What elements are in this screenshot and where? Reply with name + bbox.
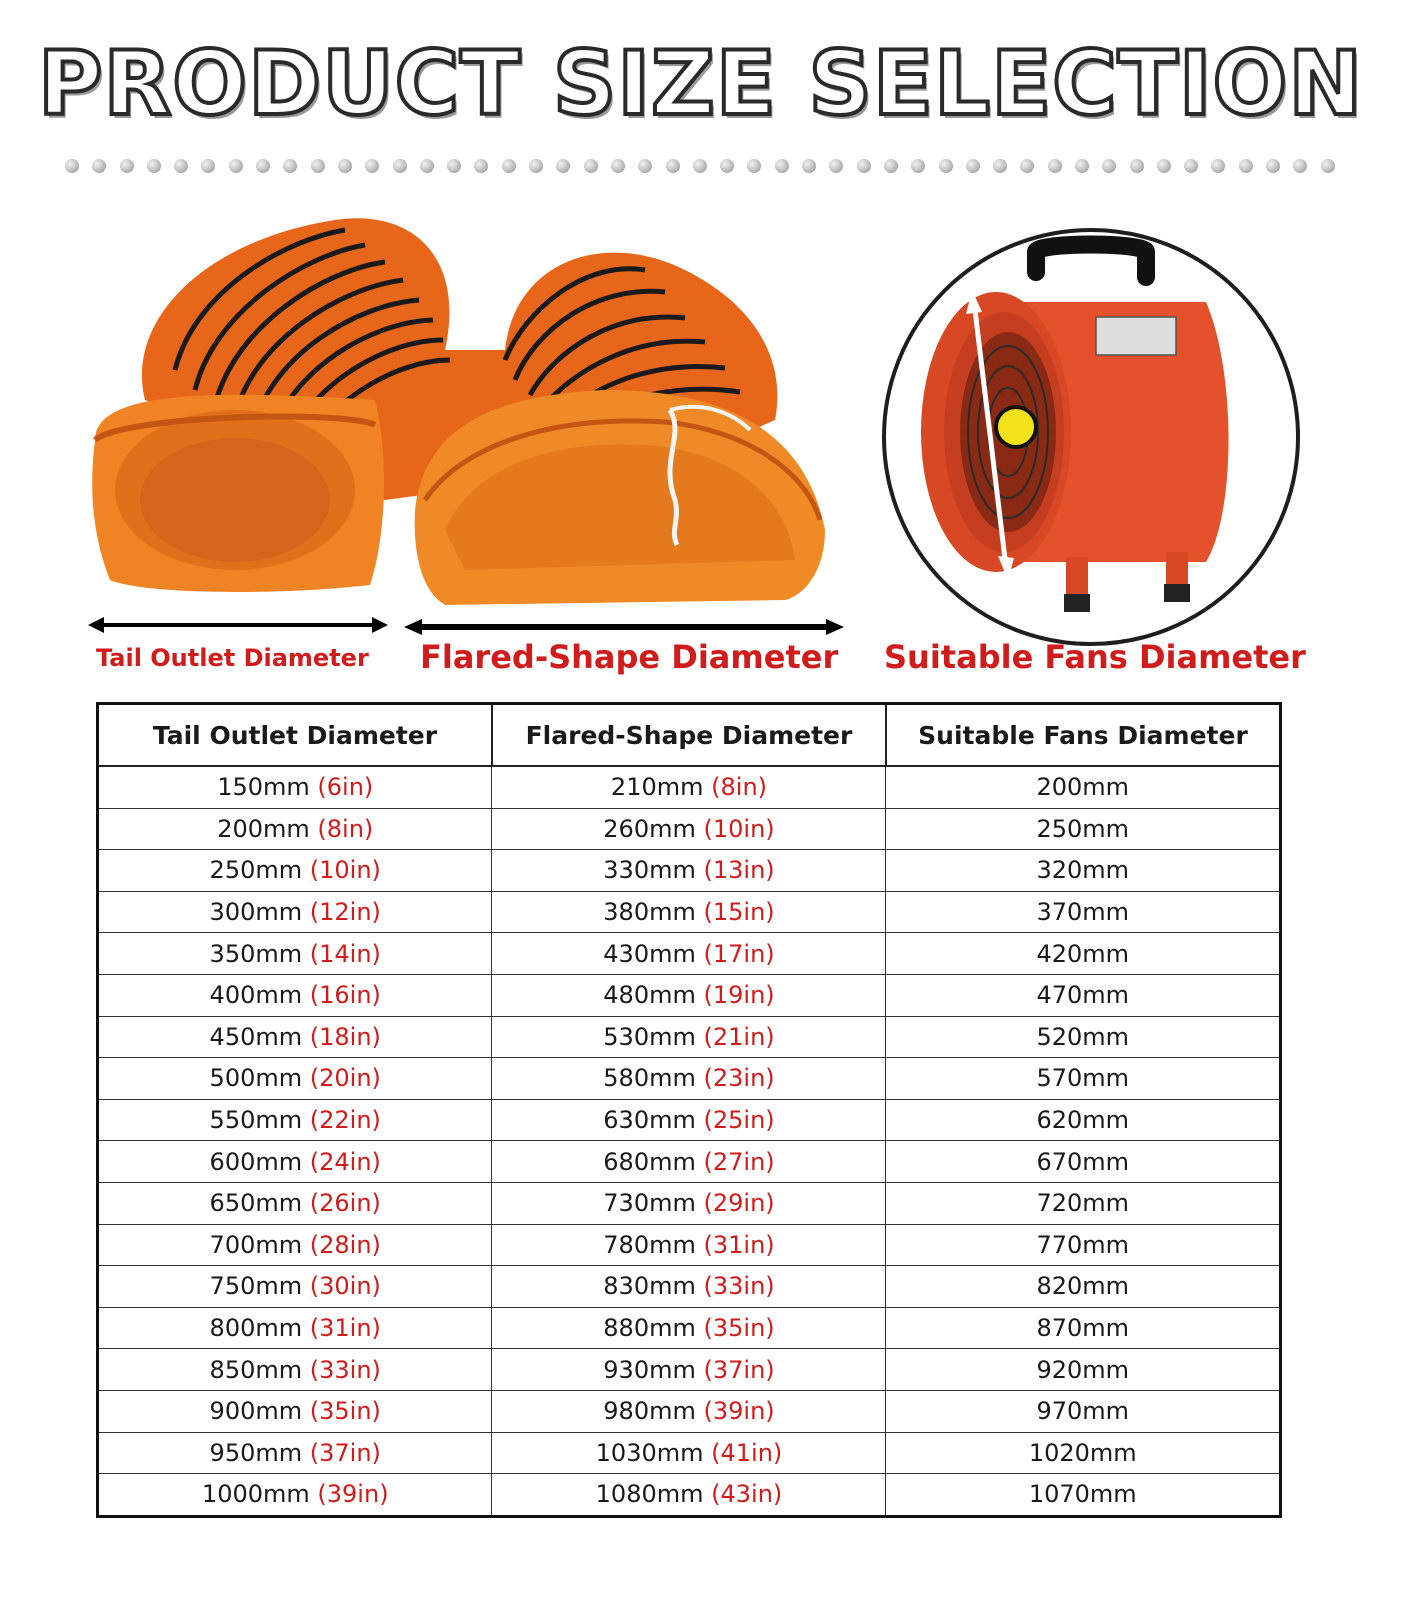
flared-cell bbox=[492, 933, 886, 975]
divider-dot bbox=[829, 159, 843, 173]
divider-dot bbox=[229, 159, 243, 173]
tail-mm: 300mm bbox=[209, 898, 303, 927]
fans-mm: 250mm bbox=[1036, 814, 1130, 843]
divider-dot bbox=[338, 159, 352, 173]
tail-cell bbox=[98, 1307, 492, 1349]
divider-dot bbox=[1184, 159, 1198, 173]
flared-mm: 630mm bbox=[603, 1106, 696, 1135]
table-row bbox=[98, 1016, 1281, 1058]
divider-dot bbox=[720, 159, 734, 173]
divider-dot bbox=[393, 159, 407, 173]
tail-mm: 1000mm bbox=[201, 1480, 310, 1509]
tail-cell bbox=[98, 1141, 492, 1183]
duct-hose-image bbox=[85, 200, 885, 620]
tail-in: (6in) bbox=[317, 773, 374, 802]
fans-cell bbox=[886, 1016, 1281, 1058]
divider-dot bbox=[502, 159, 516, 173]
flared-cell bbox=[492, 1266, 886, 1308]
tail-outlet-label: Tail Outlet Diameter bbox=[96, 644, 369, 672]
tail-in: (33in) bbox=[309, 1355, 381, 1384]
tail-mm: 200mm bbox=[217, 814, 310, 843]
flared-cell bbox=[492, 1432, 886, 1474]
tail-in: (31in) bbox=[309, 1314, 381, 1343]
fans-cell bbox=[886, 891, 1281, 933]
tail-cell bbox=[98, 1099, 492, 1141]
divider-dot bbox=[1293, 159, 1307, 173]
flared-in: (19in) bbox=[703, 981, 775, 1010]
fans-cell bbox=[886, 1266, 1281, 1308]
tail-in: (30in) bbox=[309, 1272, 381, 1301]
divider-dot bbox=[1321, 159, 1335, 173]
divider-dot bbox=[1102, 159, 1116, 173]
tail-in: (39in) bbox=[317, 1480, 389, 1509]
col-header-fans: Suitable Fans Diameter bbox=[886, 704, 1281, 767]
flared-mm: 1030mm bbox=[595, 1438, 704, 1467]
flared-in: (23in) bbox=[703, 1064, 775, 1093]
tail-mm: 750mm bbox=[209, 1272, 303, 1301]
dotted-divider bbox=[65, 158, 1335, 174]
flared-cell bbox=[492, 891, 886, 933]
divider-dot bbox=[775, 159, 789, 173]
flared-cell bbox=[492, 1307, 886, 1349]
fan-image-frame bbox=[882, 228, 1300, 646]
divider-dot bbox=[584, 159, 598, 173]
tail-cell bbox=[98, 1182, 492, 1224]
divider-dot bbox=[1075, 159, 1089, 173]
flared-cell bbox=[492, 1058, 886, 1100]
tail-in: (35in) bbox=[309, 1397, 381, 1426]
fans-cell bbox=[886, 850, 1281, 892]
divider-dot bbox=[120, 159, 134, 173]
tail-mm: 700mm bbox=[209, 1230, 303, 1259]
fans-mm: 1020mm bbox=[1028, 1438, 1137, 1467]
table-row bbox=[98, 1058, 1281, 1100]
col-header-flared: Flared-Shape Diameter bbox=[492, 704, 886, 767]
tail-cell bbox=[98, 933, 492, 975]
tail-cell bbox=[98, 1224, 492, 1266]
fans-mm: 420mm bbox=[1036, 939, 1130, 968]
fans-mm: 670mm bbox=[1036, 1147, 1130, 1176]
size-table bbox=[96, 702, 1282, 1518]
flared-cell bbox=[492, 1099, 886, 1141]
table-row bbox=[98, 1266, 1281, 1308]
divider-dot bbox=[666, 159, 680, 173]
page-title: PRODUCT SIZE SELECTION bbox=[38, 32, 1363, 135]
divider-dot bbox=[747, 159, 761, 173]
divider-dot bbox=[611, 159, 625, 173]
table-row bbox=[98, 974, 1281, 1016]
tail-mm: 900mm bbox=[209, 1397, 303, 1426]
fans-mm: 200mm bbox=[1036, 773, 1130, 802]
tail-diameter-arrow bbox=[88, 617, 388, 633]
suitable-fans-label: Suitable Fans Diameter bbox=[884, 638, 1306, 676]
tail-in: (37in) bbox=[309, 1438, 381, 1467]
divider-dot bbox=[1157, 159, 1171, 173]
table-row bbox=[98, 1349, 1281, 1391]
tail-cell bbox=[98, 1474, 492, 1517]
table-row bbox=[98, 1432, 1281, 1474]
flared-cell bbox=[492, 1016, 886, 1058]
table-row bbox=[98, 933, 1281, 975]
flared-mm: 880mm bbox=[603, 1314, 696, 1343]
divider-dot bbox=[1266, 159, 1280, 173]
fans-cell bbox=[886, 1432, 1281, 1474]
flared-cell bbox=[492, 766, 886, 808]
flared-in: (29in) bbox=[703, 1189, 775, 1218]
flared-in: (37in) bbox=[703, 1355, 775, 1384]
flared-in: (33in) bbox=[703, 1272, 775, 1301]
fan-image bbox=[886, 232, 1296, 642]
divider-dot bbox=[693, 159, 707, 173]
flared-in: (27in) bbox=[703, 1147, 775, 1176]
col-header-tail: Tail Outlet Diameter bbox=[98, 704, 492, 767]
fans-cell bbox=[886, 808, 1281, 850]
flared-in: (39in) bbox=[703, 1397, 775, 1426]
table-row bbox=[98, 891, 1281, 933]
flared-in: (43in) bbox=[711, 1480, 783, 1509]
table-row bbox=[98, 808, 1281, 850]
flared-mm: 1080mm bbox=[595, 1480, 704, 1509]
flared-in: (17in) bbox=[703, 939, 775, 968]
fans-mm: 520mm bbox=[1036, 1022, 1130, 1051]
flared-cell bbox=[492, 1224, 886, 1266]
flared-in: (8in) bbox=[711, 773, 768, 802]
fans-cell bbox=[886, 1058, 1281, 1100]
table-row bbox=[98, 1099, 1281, 1141]
divider-dot bbox=[529, 159, 543, 173]
table-row bbox=[98, 1141, 1281, 1183]
table-row bbox=[98, 1224, 1281, 1266]
tail-in: (16in) bbox=[309, 981, 381, 1010]
fans-cell bbox=[886, 766, 1281, 808]
flared-mm: 580mm bbox=[603, 1064, 696, 1093]
tail-mm: 800mm bbox=[209, 1314, 303, 1343]
tail-in: (26in) bbox=[309, 1189, 381, 1218]
flared-mm: 530mm bbox=[603, 1022, 696, 1051]
divider-dot bbox=[365, 159, 379, 173]
fans-mm: 770mm bbox=[1036, 1230, 1130, 1259]
tail-mm: 150mm bbox=[217, 773, 310, 802]
fans-mm: 620mm bbox=[1036, 1106, 1130, 1135]
tail-cell bbox=[98, 1432, 492, 1474]
divider-dot bbox=[1130, 159, 1144, 173]
tail-cell bbox=[98, 766, 492, 808]
fans-mm: 920mm bbox=[1036, 1355, 1130, 1384]
flared-in: (13in) bbox=[703, 856, 775, 885]
fans-mm: 870mm bbox=[1036, 1314, 1130, 1343]
divider-dot bbox=[65, 159, 79, 173]
fans-cell bbox=[886, 1307, 1281, 1349]
fans-cell bbox=[886, 933, 1281, 975]
tail-in: (28in) bbox=[309, 1230, 381, 1259]
flared-mm: 380mm bbox=[603, 898, 696, 927]
tail-cell bbox=[98, 1266, 492, 1308]
fans-mm: 470mm bbox=[1036, 981, 1130, 1010]
flared-cell bbox=[492, 1141, 886, 1183]
table-body bbox=[98, 766, 1281, 1516]
tail-mm: 950mm bbox=[209, 1438, 303, 1467]
table-row bbox=[98, 1182, 1281, 1224]
flared-cell bbox=[492, 808, 886, 850]
flared-cell bbox=[492, 1182, 886, 1224]
flared-mm: 210mm bbox=[610, 773, 704, 802]
flared-in: (35in) bbox=[703, 1314, 775, 1343]
tail-in: (12in) bbox=[309, 898, 381, 927]
tail-in: (14in) bbox=[309, 939, 381, 968]
tail-cell bbox=[98, 891, 492, 933]
divider-dot bbox=[966, 159, 980, 173]
flared-in: (31in) bbox=[703, 1230, 775, 1259]
divider-dot bbox=[556, 159, 570, 173]
tail-mm: 350mm bbox=[209, 939, 303, 968]
divider-dot bbox=[1048, 159, 1062, 173]
tail-in: (10in) bbox=[309, 856, 381, 885]
table-row bbox=[98, 766, 1281, 808]
divider-dot bbox=[857, 159, 871, 173]
table-row bbox=[98, 1474, 1281, 1517]
divider-dot bbox=[92, 159, 106, 173]
divider-dot bbox=[1020, 159, 1034, 173]
divider-dot bbox=[884, 159, 898, 173]
flared-cell bbox=[492, 1474, 886, 1517]
flared-in: (10in) bbox=[703, 814, 775, 843]
fans-mm: 720mm bbox=[1036, 1189, 1130, 1218]
fans-mm: 370mm bbox=[1036, 898, 1130, 927]
tail-cell bbox=[98, 974, 492, 1016]
divider-dot bbox=[474, 159, 488, 173]
fans-mm: 820mm bbox=[1036, 1272, 1130, 1301]
tail-cell bbox=[98, 808, 492, 850]
tail-cell bbox=[98, 1016, 492, 1058]
fans-cell bbox=[886, 1390, 1281, 1432]
divider-dot bbox=[174, 159, 188, 173]
table-header-row bbox=[98, 704, 1281, 767]
tail-mm: 250mm bbox=[209, 856, 303, 885]
tail-mm: 500mm bbox=[209, 1064, 303, 1093]
divider-dot bbox=[802, 159, 816, 173]
tail-cell bbox=[98, 850, 492, 892]
divider-dot bbox=[147, 159, 161, 173]
flared-mm: 730mm bbox=[603, 1189, 696, 1218]
divider-dot bbox=[283, 159, 297, 173]
fans-cell bbox=[886, 1474, 1281, 1517]
divider-dot bbox=[256, 159, 270, 173]
flared-diameter-arrow bbox=[404, 619, 844, 635]
tail-in: (20in) bbox=[309, 1064, 381, 1093]
table-row bbox=[98, 850, 1281, 892]
flared-mm: 680mm bbox=[603, 1147, 696, 1176]
flared-cell bbox=[492, 974, 886, 1016]
flared-mm: 330mm bbox=[603, 856, 696, 885]
tail-mm: 600mm bbox=[209, 1147, 303, 1176]
flared-mm: 480mm bbox=[603, 981, 696, 1010]
tail-cell bbox=[98, 1349, 492, 1391]
tail-mm: 850mm bbox=[209, 1355, 303, 1384]
divider-dot bbox=[420, 159, 434, 173]
flared-mm: 980mm bbox=[603, 1397, 696, 1426]
table-row bbox=[98, 1307, 1281, 1349]
tail-mm: 400mm bbox=[209, 981, 303, 1010]
table-row bbox=[98, 1390, 1281, 1432]
divider-dot bbox=[1211, 159, 1225, 173]
fans-cell bbox=[886, 1349, 1281, 1391]
fans-mm: 320mm bbox=[1036, 856, 1130, 885]
fans-mm: 970mm bbox=[1036, 1397, 1130, 1426]
flared-mm: 780mm bbox=[603, 1230, 696, 1259]
tail-in: (8in) bbox=[317, 814, 374, 843]
divider-dot bbox=[911, 159, 925, 173]
divider-dot bbox=[201, 159, 215, 173]
flared-mm: 260mm bbox=[603, 814, 696, 843]
divider-dot bbox=[939, 159, 953, 173]
fans-mm: 1070mm bbox=[1028, 1480, 1137, 1509]
flared-in: (25in) bbox=[703, 1106, 775, 1135]
tail-mm: 650mm bbox=[209, 1189, 303, 1218]
flared-in: (21in) bbox=[703, 1022, 775, 1051]
flared-in: (41in) bbox=[711, 1438, 783, 1467]
flared-mm: 430mm bbox=[603, 939, 696, 968]
tail-cell bbox=[98, 1390, 492, 1432]
flared-cell bbox=[492, 1349, 886, 1391]
divider-dot bbox=[1239, 159, 1253, 173]
flared-mm: 930mm bbox=[603, 1355, 696, 1384]
flared-mm: 830mm bbox=[603, 1272, 696, 1301]
flared-shape-label: Flared-Shape Diameter bbox=[420, 638, 839, 676]
tail-mm: 550mm bbox=[209, 1106, 303, 1135]
fans-cell bbox=[886, 1182, 1281, 1224]
divider-dot bbox=[638, 159, 652, 173]
divider-dot bbox=[993, 159, 1007, 173]
tail-cell bbox=[98, 1058, 492, 1100]
fans-cell bbox=[886, 974, 1281, 1016]
tail-in: (24in) bbox=[309, 1147, 381, 1176]
divider-dot bbox=[447, 159, 461, 173]
fans-cell bbox=[886, 1099, 1281, 1141]
flared-cell bbox=[492, 850, 886, 892]
tail-mm: 450mm bbox=[209, 1022, 303, 1051]
flared-cell bbox=[492, 1390, 886, 1432]
divider-dot bbox=[311, 159, 325, 173]
flared-in: (15in) bbox=[703, 898, 775, 927]
tail-in: (18in) bbox=[309, 1022, 381, 1051]
tail-in: (22in) bbox=[309, 1106, 381, 1135]
fans-cell bbox=[886, 1224, 1281, 1266]
fans-cell bbox=[886, 1141, 1281, 1183]
fans-mm: 570mm bbox=[1036, 1064, 1130, 1093]
